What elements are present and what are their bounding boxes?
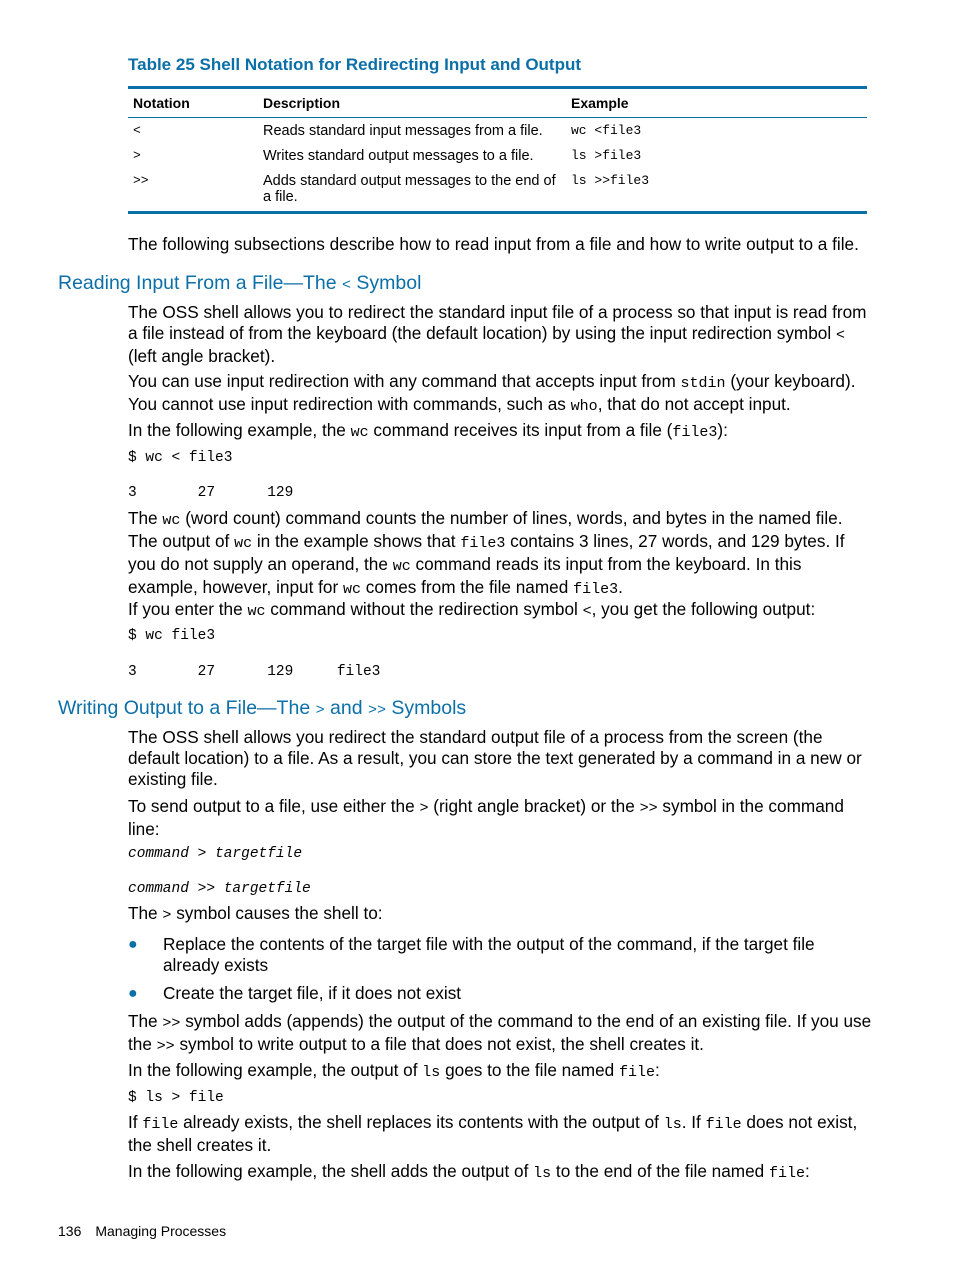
section-heading-writing-output: Writing Output to a File—The > and >> Symbols <box>58 697 467 719</box>
notation-table <box>128 86 867 214</box>
code-example: $ ls > file <box>128 1090 224 1106</box>
column-header-notation: Notation <box>128 88 258 118</box>
paragraph: In the following example, the wc command receives its input from a file (file3): <box>128 420 728 441</box>
code-output: 3 27 129 file3 <box>128 664 381 680</box>
table-row <box>128 168 867 213</box>
table-title: Table 25 Shell Notation for Redirecting Input and Output <box>128 55 582 74</box>
code-example: $ wc < file3 <box>128 450 233 466</box>
code-example: $ wc file3 <box>128 628 216 644</box>
cell-notation: >> <box>128 168 258 213</box>
bullet-icon: ● <box>128 936 138 953</box>
cell-example: ls >>file3 <box>566 168 867 213</box>
cell-example: ls >file3 <box>571 148 642 163</box>
cell-description: Reads standard input messages from a file. <box>263 123 543 139</box>
table-row <box>128 118 867 144</box>
paragraph: The OSS shell allows you to redirect the standard input file of a process so that input is read from a file instead of from the keyboard (the default location) by using the input redirection symbol < (left angle bracket). <box>128 302 867 366</box>
table-row <box>128 143 867 168</box>
paragraph: The OSS shell allows you redirect the standard output file of a process from the screen (the default location) to a file. As a result, you can store the text generated by a command in a new or existing file. <box>128 727 862 789</box>
paragraph: In the following example, the output of ls goes to the file named file: <box>128 1060 660 1081</box>
list-item <box>128 934 873 976</box>
cell-description: Writes standard output messages to a file. <box>263 148 534 164</box>
page-number: 136 <box>58 1223 82 1239</box>
list-item <box>128 983 873 1004</box>
paragraph: To send output to a file, use either the > (right angle bracket) or the >> symbol in the command line: <box>128 796 844 839</box>
column-header-example: Example <box>566 88 867 118</box>
table-header-row <box>128 88 867 118</box>
cell-notation: > <box>133 148 141 163</box>
cell-notation: < <box>133 123 141 138</box>
paragraph: You can use input redirection with any command that accepts input from stdin (your keyboard). You cannot use input redirection with commands, such as who, that do not accept input. <box>128 371 856 415</box>
paragraph: In the following example, the shell adds the output of ls to the end of the file named file: <box>128 1161 810 1182</box>
section-heading-reading-input: Reading Input From a File—The < Symbol <box>58 272 422 294</box>
column-header-description: Description <box>258 88 566 118</box>
bullet-icon: ● <box>128 985 138 1002</box>
list-item-text: Replace the contents of the target file with the output of the command, if the target file already exists <box>163 934 815 975</box>
paragraph: The > symbol causes the shell to: <box>128 903 383 924</box>
page-footer <box>58 1223 226 1239</box>
cell-example: wc <file3 <box>571 123 642 138</box>
code-syntax: command >> targetfile <box>128 881 311 897</box>
code-output: 3 27 129 <box>128 485 294 501</box>
list-item-text: Create the target file, if it does not exist <box>163 983 462 1003</box>
paragraph: The >> symbol adds (appends) the output of the command to the end of an existing file. If you use the >> symbol to write output to a file that does not exist, the shell creates it. <box>128 1011 872 1055</box>
paragraph: If you enter the wc command without the redirection symbol <, you get the following output: <box>128 599 816 620</box>
chapter-title: Managing Processes <box>95 1223 227 1239</box>
code-syntax: command > targetfile <box>128 846 303 862</box>
paragraph: If file already exists, the shell replaces its contents with the output of ls. If file does not exist, the shell creates it. <box>128 1112 858 1155</box>
paragraph: The wc (word count) command counts the number of lines, words, and bytes in the named file. The output of wc in the example shows that file3 contains 3 lines, 27 words, and 129 bytes. If you do not supply an operand, the wc command reads its input from the keyboard. In this example, however, input for wc comes from the file named file3. <box>128 508 845 598</box>
cell-description: Adds standard output messages to the end of a file. <box>258 168 566 213</box>
intro-paragraph: The following subsections describe how to read input from a file and how to write output to a file. <box>128 234 859 254</box>
